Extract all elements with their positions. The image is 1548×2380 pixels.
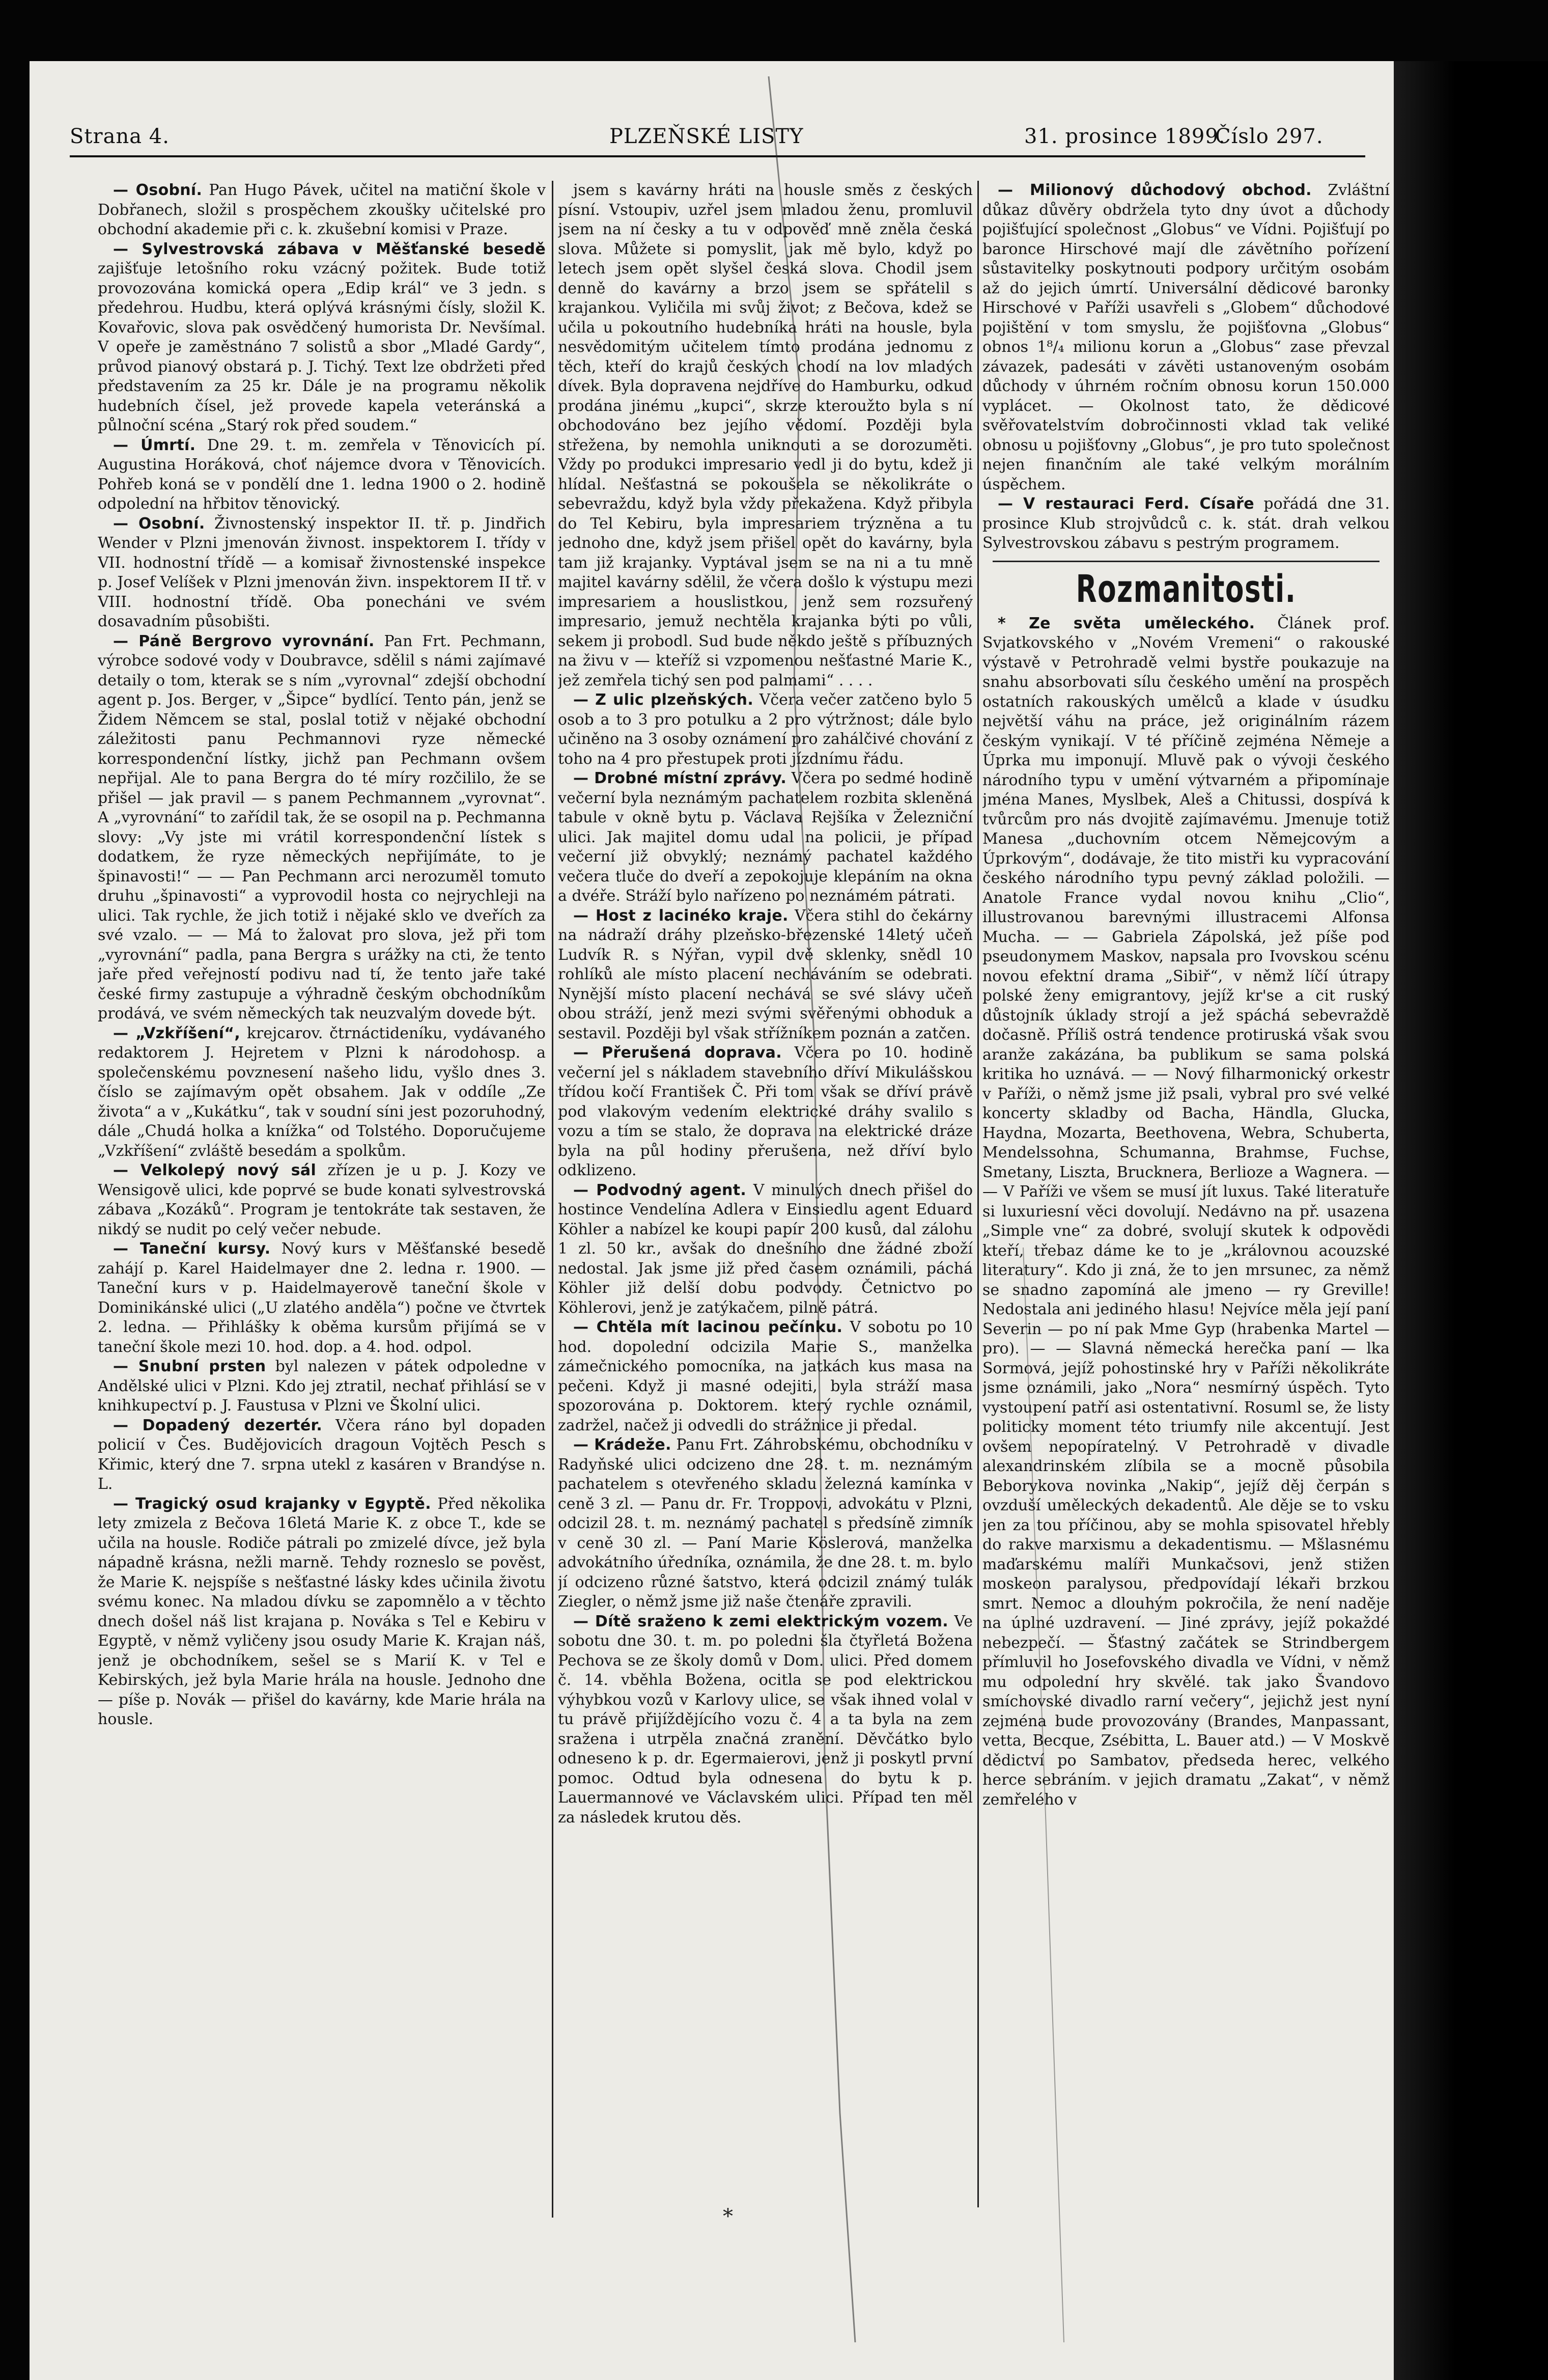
article-headline: — Úmrtí.	[113, 436, 196, 454]
article-headline: — Milionový důchodový obchod.	[998, 181, 1312, 199]
article-headline: — Z ulic plzeňských.	[573, 691, 754, 709]
article-headline: — Drobné místní zprávy.	[573, 769, 787, 787]
article	[98, 514, 546, 632]
article-text: Včera večer zatčeno bylo 5 osob a to 3 pro potulku a 2 pro výtržnost; dále bylo učiněno na 3 osoby oznámení pro zahálčivé chování z toho na 4 pro přestupek proti jízdnímu řádu.	[558, 691, 973, 768]
article-headline: — „Vzkříšení“,	[113, 1024, 241, 1042]
article-headline: — Snubní prsten	[113, 1358, 266, 1375]
article	[558, 690, 973, 769]
article	[982, 181, 1390, 494]
issue-date: 31. prosince 1899.	[1024, 125, 1226, 148]
article-text: Dne 29. t. m. zemřela v Těnovicích pí. Augustina Horáková, choť nájemce dvora v Těnovicích. Pohřeb koná se v pondělí dne 1. ledna 1900 o 2. hodině odpolední na hřbitov těnovický.	[98, 436, 546, 513]
article-text: Před několika lety zmizela z Bečova 16letá Marie K. z obce T., kde se učila na housle. Rodiče pátrali po zmizelé dívce, jež byla nápadně krásna, nežli marně. Tehdy rozneslo se pověst, že Marie K. nejspíše s nešťastné lásky kdes učinila životu svému konec. Na mladou dívku se zapomnělo a v těchto dnech došel náš list krajana p. Nováka s Tel e Kebiru v Egyptě, v němž vyličeny jsou osudy Marie K. Krajan náš, jenž je obchodníkem, sešel se s Marií K. v Tel e Kebirských, jež byla Marie hrála na housle. Jednoho dne — píše p. Novák — přišel do kavárny, kde Marie hrála na housle.	[98, 1495, 546, 1728]
article	[98, 1161, 546, 1239]
article-headline: — Taneční kursy.	[113, 1240, 271, 1258]
column-3-news	[982, 181, 1390, 554]
article-text: zajišťuje letošního roku vzácný požitek. Bude totiž provozována komická opera „Edip král“ ve 3 jedn. s předehrou. Hudbu, která oplývá krásnými čísly, složil K. Kovařovic, slova pak osvědčený humorista Dr. Nevšímal. V opeře je zaměstnáno 7 solistů a sbor „Mladé Gardy“, průvod pianový obstará p. J. Tichý. Text lze obdržeti před představením za 25 kr. Dále je na programu několik hudebních čísel, jež provede kapela veteránská a půlnoční scéna „Starý rok před soudem.“	[98, 260, 546, 434]
article-headline: — Osobní.	[113, 181, 203, 199]
article-headline: — Přerušená doprava.	[573, 1044, 782, 1062]
article	[98, 1495, 546, 1730]
article-headline: — Podvodný agent.	[573, 1181, 747, 1199]
article	[982, 614, 1390, 1810]
column-divider	[977, 181, 979, 2207]
article-text: Nový kurs v Měšťanské besedě zahájí p. Karel Haidelmayer dne 2. ledna r. 1900. — Taneční kurs v p. Haidelmayerově taneční škole v Dominikánské ulici („U zlatého anděla“) počne ve čtvrtek 2. ledna. — Přihlášky k oběma kursům přijímá se v taneční škole mezi 10. hod. dop. a 4. hod. odpol.	[98, 1240, 546, 1356]
page-header	[70, 125, 1365, 155]
article	[98, 240, 546, 436]
article-headline: — Osobní.	[113, 514, 205, 533]
article-text: Zvláštní důkaz důvěry obdržela tyto dny úvot a důchody pojišťující společnost „Globus“ ve Vídni. Pojišťují po baronce Hirschové mají dle závětního pořízení sůstavitelky poskytnouti podpory určitým osobám až do jejich úmrtí. Universální dědicové baronky Hirschové v Paříži usavřeli s „Globem“ důchodové pojištění v tom smyslu, že pojišťovna „Globus“ obnos 1⁸/₄ milionu korun a „Globus“ zase převzal závazek, padesáti v závěti ustanoveným osobám důchody v úhrném ročním obnosu korun 150.000 vyplácet. — Okolnost tato, že dědicové svěřovatelstvím dobročinnosti vklad tak veliké obnosu u pojišťovny „Globus“, je pro tuto společnost nejen finančním ale také velkým morálním úspěchem.	[982, 181, 1390, 493]
article-text: Článek prof. Svjatkovského v „Novém Vremeni“ o rakouské výstavě v Petrohradě velmi bystře poukazuje na snahu absorbovati sílu českého umění na prospěch ostatních rakouských umělců a klade v úsudku největší váhu na práce, jež originálním rázem českým vynikají. V té příčině zejména Němeje a Úprka mu imponují. Mluvě pak o vývoji českého národního typu v umění výtvarném a připomínaje jména Manes, Myslbek, Aleš a Chitussi, dospívá k tvůrcům pro nás dvojitě zajímavému. Jmenuje totiž Manesa „duchovním otcem Němejcovým a Úprkovým“, dodávaje, že tito mistři ku vypracování českého národního typu pevný základ položili. — Anatole France vydal novou knihu „Clio“, illustrovanou barevnými illustracemi Alfonsa Mucha. — — Gabriela Zápolská, jež píše pod pseudonymem Maskov, napsala pro Ivovskou scénu novou efektní drama „Sibiř“, v němž líčí útrapy polské ženy emigrantovy, jejíž kr'se a cit ruský důstojník úklady strojí a jež spáchá sebevraždě dočasně. Příliš ostrá tendence protiruská však svou aranže zakázána, ba publikum se sama polská kritika ho uznává. — — Nový filharmonický orkestr v Paříži, o němž jsme již psali, vybral pro své velké koncerty skladby od Bacha, Händla, Glucka, Haydna, Mozarta, Beethovena, Webra, Schuberta, Mendelssohna, Schumanna, Brahmse, Fuchse, Smetany, Liszta, Brucknera, Berlioze a Wagnera. — — V Paříži ve všem se musí jít luxus. Také literatuře si luxuriesní věci dovolují. Nedávno na př. usazena „Simple vne“ za dobré, svolují skutek k odpovědi kteří, třebaz dáme ke to je „královnou acouzské literatury“. Kdo ji zná, že to jen mrsunec, za němž se snadno zapomíná ale jmeno — ry Greville! Nedostala ani jediného hlasu! Nejvíce měla její paní Severin — po ní pak Mme Gyp (hrabenka Martel — pro). — — Slavná německá herečka paní — lka Sormová, jejíž pohostinské hry v Paříži několikráte jsme oznámili, jako „Nora“ nesmírný úspěch. Tyto vystoupení patří asi ostentativní. Rosuml se, že listy politicky moment této triumfy nile akcentují. Jest ovšem nepopíratelný. V Petrohradě v divadle alexandrinském zlíbila se a mocně působila Beborykova novinka „Nakip“, jejíž děj čerpán s ovzduší uměleckých dekadentů. Ale děje se to vsku jen za tou příčinou, aby se mohla spisovatel hřebly do rakve marxismu a dekadentismu. — Mšlasnému maďarskému malíři Munkačsovi, jenž stižen moskeon paralysou, předpovídají lékaři brzkou smrt. Nemoc a dlouhým pokročila, že není naděje na úplné uzdravení. — Jiné zprávy, jejíž pokaždé nebezpečí. — Šťastný začátek se Strindbergem přímluvil ho Josefovského divadla ve Vídni, v němž mu odpolední hry skvělé. tak jako Švandovo smíchovské divadlo rarní večery“, jejichž jest nyní zejména bude provozovány (Brandes, Manpassant, vetta, Becque, Zsébitta, L. Bauer atd.) — V Moskvě dědictví po Sambatov, předseda herec, velkého herce sebráním. v jejich dramatu „Zakat“, v němž zemřelého v	[982, 614, 1390, 1809]
article	[558, 906, 973, 1044]
article-headline: — Chtěla mít lacinou pečínku.	[573, 1318, 843, 1336]
article	[558, 1318, 973, 1435]
article-text: byl nalezen v pátek odpoledne v Andělské ulici v Plzni. Kdo jej ztratil, nechať přihlásí se v knihkupectví p. J. Faustusa v Plzni ve Školní ulici.	[98, 1358, 546, 1415]
scan-edge	[1394, 61, 1548, 2380]
article	[558, 769, 973, 906]
article-headline: — Velkolepý nový sál	[113, 1161, 317, 1179]
article-text: jsem s kavárny hráti na housle směs z českých písní. Vstoupiv, uzřel jsem mladou ženu, promluvil jsem na ní česky a tu v odpověď mně zněla česká slova. Můžete si pomyslit, jak mě bylo, když po letech jsem opět slyšel česká slova. Chodil jsem denně do kavárny a brzo jsem se spřátelil s krajankou. Vyličila mi svůj život; z Bečova, kdež se učila u pokoutního hudebníka hráti na housle, byla nesvědomitým učitelem tímto prodána jednomu z těch, kteří do krajů českých chodí na lov mladých dívek. Byla dopravena nejdříve do Hamburku, odkud prodána jinému „kupci“, skrze kteroužto byla s ní obchodováno bez jejího vědomí. Později byla střežena, by nemohla uniknouti a se dorozuměti. Vždy po produkci impresario vedl ji do bytu, kdež ji hlídal. Nešťastná se pokoušela se několikráte o sebevraždu, když byla vždy překažena. Když přibyla do Tel Kebiru, byla impresariem trýzněna a tu jednoho dne, když jsem přišel opět do kavárny, byla tam již krajanky. Vyptával jsem se na ni a tu mně majitel kavárny sdělil, že včera došlo k výstupu mezi impresariem a houslistkou, jenž sem rozsuřený impresario, jemuž nechtěla krajanka býti po vůli, sekem ji probodl. Sud bude někdo ještě s příbuzných na živu v — kteříž si vzpomenou nešťastné Marie K., jež zemřela tichý sen pod palmami“ . . . .	[558, 181, 973, 689]
article-text: Včera po sedmé hodině večerní byla neznámým pachatelem rozbita skleněná tabule v okně bytu p. Václava Rejšíka v Železniční ulici. Jak majitel domu udal na policii, je případ večerní již obvyklý; neznámý pachatel každého večera tluče do dveří a zepokojuje klepáním na okna a dvéře. Stráží bylo nařízeno po neznámém pátrati.	[558, 769, 973, 905]
section-rule	[993, 561, 1380, 562]
article-text: krejcarov. čtrnáctideníku, vydávaného redaktorem J. Hejretem v Plzni k národohosp. a společenskému povznesení našeho lidu, vyšlo dnes 3. číslo se zajímavým opět obsahem. Jak v oddíle „Ze života“ a v „Kukátku“, tak v soudní síni jest pozoruhodný, dále „Chudá holka a knížka“ od Tolstého. Doporučujeme „Vzkříšení“ zvláště besedám a spolkům.	[98, 1024, 546, 1160]
article-text: Pan Hugo Pávek, učitel na matiční škole v Dobřanech, složil s prospěchem zkoušky učitelské pro obchodní akademie při c. k. zkušební komisi v Praze.	[98, 181, 546, 238]
article	[982, 494, 1390, 554]
article-headline: — Dopadený dezertér.	[113, 1416, 323, 1434]
article	[558, 1612, 973, 1828]
article-headline: — Páně Bergrovo vyrovnání.	[113, 632, 375, 650]
article	[98, 1416, 546, 1495]
column-3	[982, 181, 1390, 2197]
article-text: Včera ráno byl dopaden policií v Čes. Budějovicích dragoun Vojtěch Pesch s Křimic, který dne 7. srpna utekl z kasáren v Brandýse n. L.	[98, 1416, 546, 1493]
article	[98, 181, 546, 240]
article-headline: — Sylvestrovská zábava v Měšťanské besedě	[113, 240, 546, 258]
article-text: Pan Frt. Pechmann, výrobce sodové vody v Doubravce, sdělil s námi zajímavé detaily o tom, kterak se s ním „vyrovnal“ zdejší obchodní agent p. Jos. Berger, v „Šipce“ bydlící. Tento pán, jenž se Židem Němcem se stal, poslal totiž v nějaké obchodní záležitosti panu Pechmannovi ryze německé korrespondenční lístky, jichž pan Pechmann ovšem nepřijal. Ale to pana Bergra do té míry rozčililo, že se přišel — jak pravil — s panem Pechmannem „vyrovnat“. A „vyrovnání“ to zařídil tak, že se osopil na p. Pechmanna slovy: „Vy jste mi vrátil korrespondenční lístek s dodatkem, že ryze německých nepřijímáte, to je špinavosti!“ — — Pan Pechmann arci nerozuměl tomuto druhu „špinavosti“ a vyprovodil hosta co nejrychleji na ulici. Tak rychle, že jich totiž i nějaké sklo ve dveřích za své vzalo. — — Má to žalovat pro slova, jež při tom „vyrovnání“ padla, pana Bergra s urážky na cti, že tento jaře před veřejností podivu nad tí, že tento jaře také české firmy zastupuje a výhradně českým obchodníkům prodává, ve svém německých tak neuzvalým dovede být.	[98, 632, 546, 1022]
article	[558, 1043, 973, 1181]
article-headline: — Tragický osud krajanky v Egyptě.	[113, 1495, 431, 1513]
article-text: V sobotu po 10 hod. dopolední odcizila Marie S., manželka zámečnického pomocníka, na jatkách kus masa na pečeni. Když ji masné odejiti, byla stráží masa spozorována p. Doktorem. který rychle oznámil, zadržel, načež ji odvedli do strážnice ji předal.	[558, 1318, 973, 1434]
article	[98, 1239, 546, 1357]
article-headline: * Ze světa uměleckého.	[998, 614, 1255, 632]
article-headline: — Krádeže.	[573, 1436, 671, 1454]
article-text: Ve sobotu dne 30. t. m. po poledni šla čtyřletá Božena Pechova se ze školy domů v Dom. ulici. Před domem č. 14. vběhla Božena, ocitla se pod elektrickou výhybkou vozů v Karlovy ulice, se však ihned volal v tu právě přijíždějícího vozu č. 4 a ta byla na zem sražena i utrpěla značná zranění. Děvčátko bylo odneseno k p. dr. Egermaierovi, jenž ji poskytl první pomoc. Odtud byla odnesena do bytu k p. Lauermannové ve Václavském ulici. Případ ten měl za následek krutou děs.	[558, 1612, 973, 1826]
article-text: Včera stihl do čekárny na nádraží dráhy plzeňsko-březenské 14letý učeň Ludvík R. s Nýřan, vypil dvě sklenky, snědl 10 rohlíků ale místo placení necháváním se odebrati. Nynější místo placení nechává se své slávy učeň obou stráží, jenž mezi svými svěřenými obhoduk a sestavil. Později byl však střížníkem poznán a zatčen.	[558, 906, 973, 1042]
article-text: V minulých dnech přišel do hostince Vendelína Adlera v Einsiedlu agent Eduard Köhler a nabízel ke koupi papír 200 kusů, dal zálohu 1 zl. 50 kr., avšak do dnešního dne žádné zboží nedostal. Jak jsme již před časem oznámili, páchá Köhler již delší dobu podvody. Četnictvo po Köhlerovi, jenž je zatýkačem, pilně pátrá.	[558, 1181, 973, 1317]
article-text: zřízen je u p. J. Kozy ve Wensigově ulici, kde poprvé se bude konati sylvestrovská zábava „Kozáků“. Program je tentokráte tak sestaven, že nikdý se nudit po celý večer nebude.	[98, 1161, 546, 1238]
article-text: Včera po 10. hodině večerní jel s nákladem stavebního dříví Mikulášskou třídou kočí František Č. Při tom však se dříví právě pod vlakovým vedením elektrické dráhy svalilo s vozu a tím se stalo, že doprava na elektrické dráze byla na půl hodiny přerušena, než dříví bylo odklizeno.	[558, 1044, 973, 1179]
issue-number: Číslo 297.	[1215, 125, 1324, 148]
article-text: Panu Frt. Záhrobskému, obchodníku v Radyňské ulici odcizeno dne 28. t. m. neznámým pachatelem s otevřeného skladu železná kamínka v ceně 3 zl. — Panu dr. Fr. Troppovi, advokátu v Plzni, odcizil 28. t. m. neznámý pachatel s předsíně zimník v ceně 30 zl. — Paní Marie Köslerová, manželka advokátního úředníka, oznámila, že dne 28. t. m. bylo jí odcizeno různé šatstvo, která odcizil známý tulák Ziegler, o němž jsme již naše čtenáře zpravili.	[558, 1436, 973, 1611]
rozmanitosti-body	[982, 614, 1390, 1810]
article	[558, 1181, 973, 1318]
article-headline: — Dítě sraženo k zemi elektrickým vozem.	[573, 1612, 948, 1630]
article-headline: — V restauraci Ferd. Císaře	[998, 495, 1254, 513]
column-divider	[552, 181, 553, 2218]
column-1	[98, 181, 546, 2207]
header-rule	[70, 155, 1365, 157]
article	[98, 1357, 546, 1416]
article	[558, 1435, 973, 1612]
article	[558, 181, 973, 690]
page-number: Strana 4.	[70, 125, 170, 148]
article	[98, 436, 546, 514]
footer-star: *	[723, 2205, 733, 2228]
article	[98, 1024, 546, 1161]
section-title-rozmanitosti: Rozmanitosti.	[1076, 567, 1297, 611]
article-headline: — Host z lacinéko kraje.	[573, 906, 789, 925]
column-2	[558, 181, 973, 2187]
article-text: pořádá dne 31. prosince Klub strojvůdců c. k. stát. drah velkou Sylvestrovskou zábavu s pestrým programem.	[982, 495, 1390, 552]
article	[98, 632, 546, 1024]
masthead-title: PLZEŇSKÉ LISTY	[609, 125, 804, 148]
article-text: Živnostenský inspektor II. tř. p. Jindřich Wender v Plzni jmenován živnost. inspektorem I. třídy v VII. hodnostní třídě — a komisař živnostenské inspekce p. Josef Velíšek v Plzni jmenován živn. inspektorem II tř. v VIII. hodnostní třídě. Oba ponecháni ve svém dosavadním působišti.	[98, 514, 546, 630]
